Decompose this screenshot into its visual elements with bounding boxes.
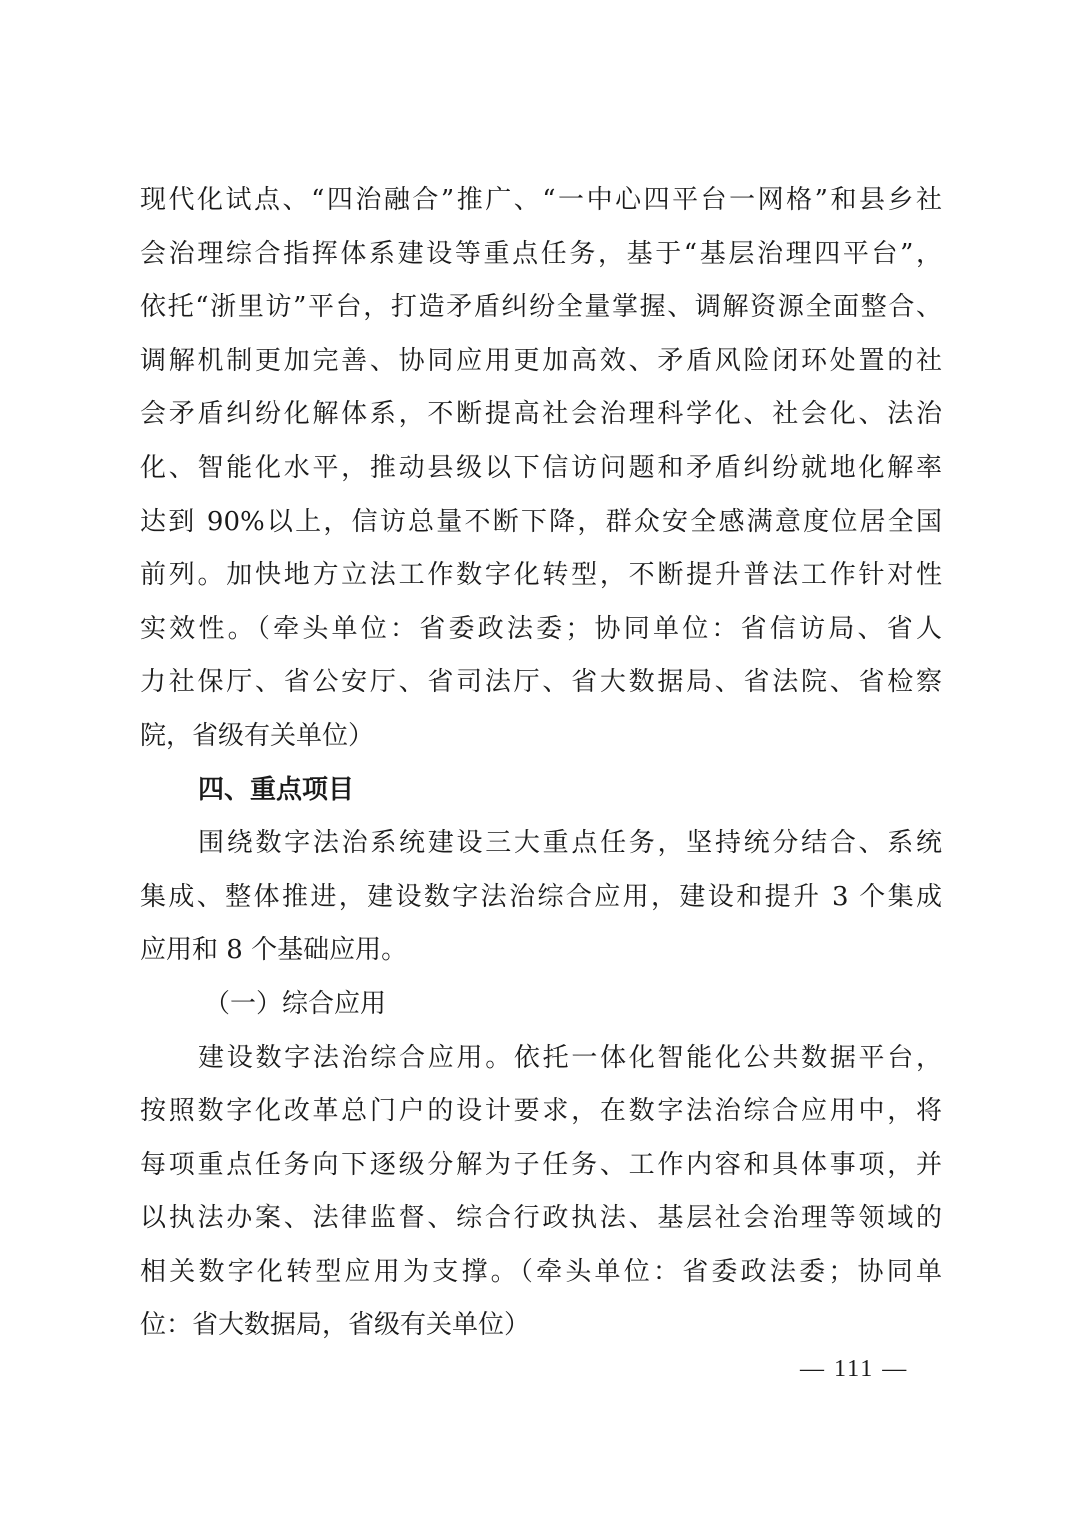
body-line: 化、智能化水平，推动县级以下信访问题和矛盾纠纷就地化解率 [140,452,942,483]
body-line: 围绕数字法治系统建设三大重点任务，坚持统分结合、系统 [198,828,942,859]
body-line: 力社保厅、省公安厅、省司法厅、省大数据局、省法院、省检察 [140,667,942,698]
body-line: 相关数字化转型应用为支撑。（牵头单位：省委政法委；协同单 [140,1256,942,1287]
page-number: — 111 — [800,1356,909,1382]
body-line: 位：省大数据局，省级有关单位） [140,1310,531,1341]
body-line: 达到 90%以上，信访总量不断下降，群众安全感满意度位居全国 [140,506,942,537]
section-heading: 四、重点项目 [198,774,355,805]
body-line: 应用和 8 个基础应用。 [140,935,408,966]
body-line: 实效性。（牵头单位：省委政法委；协同单位：省信访局、省人 [140,613,942,644]
body-line: 集成、整体推进，建设数字法治综合应用，建设和提升 3 个集成 [140,881,942,912]
body-line: 每项重点任务向下逐级分解为子任务、工作内容和具体事项，并 [140,1149,942,1180]
body-line: 会治理综合指挥体系建设等重点任务，基于“基层治理四平台”， [140,238,942,269]
body-line: 调解机制更加完善、协同应用更加高效、矛盾风险闭环处置的社 [140,345,942,376]
body-line: 会矛盾纠纷化解体系，不断提高社会治理科学化、社会化、法治 [140,399,942,430]
body-line: 建设数字法治综合应用。依托一体化智能化公共数据平台， [198,1042,942,1073]
body-line: 前列。加快地方立法工作数字化转型，不断提升普法工作针对性 [140,560,942,591]
body-line: 按照数字化改革总门户的设计要求，在数字法治综合应用中，将 [140,1096,942,1127]
body-line: 现代化试点、“四治融合”推广、“一中心四平台一网格”和县乡社 [140,185,942,215]
body-line: 依托“浙里访”平台，打造矛盾纠纷全量掌握、调解资源全面整合、 [140,292,942,323]
document-body [140,174,942,1353]
body-line: 院，省级有关单位） [140,720,375,751]
body-line: 以执法办案、法律监督、综合行政执法、基层社会治理等领域的 [140,1203,942,1234]
subsection-heading: （一）综合应用 [204,988,387,1019]
